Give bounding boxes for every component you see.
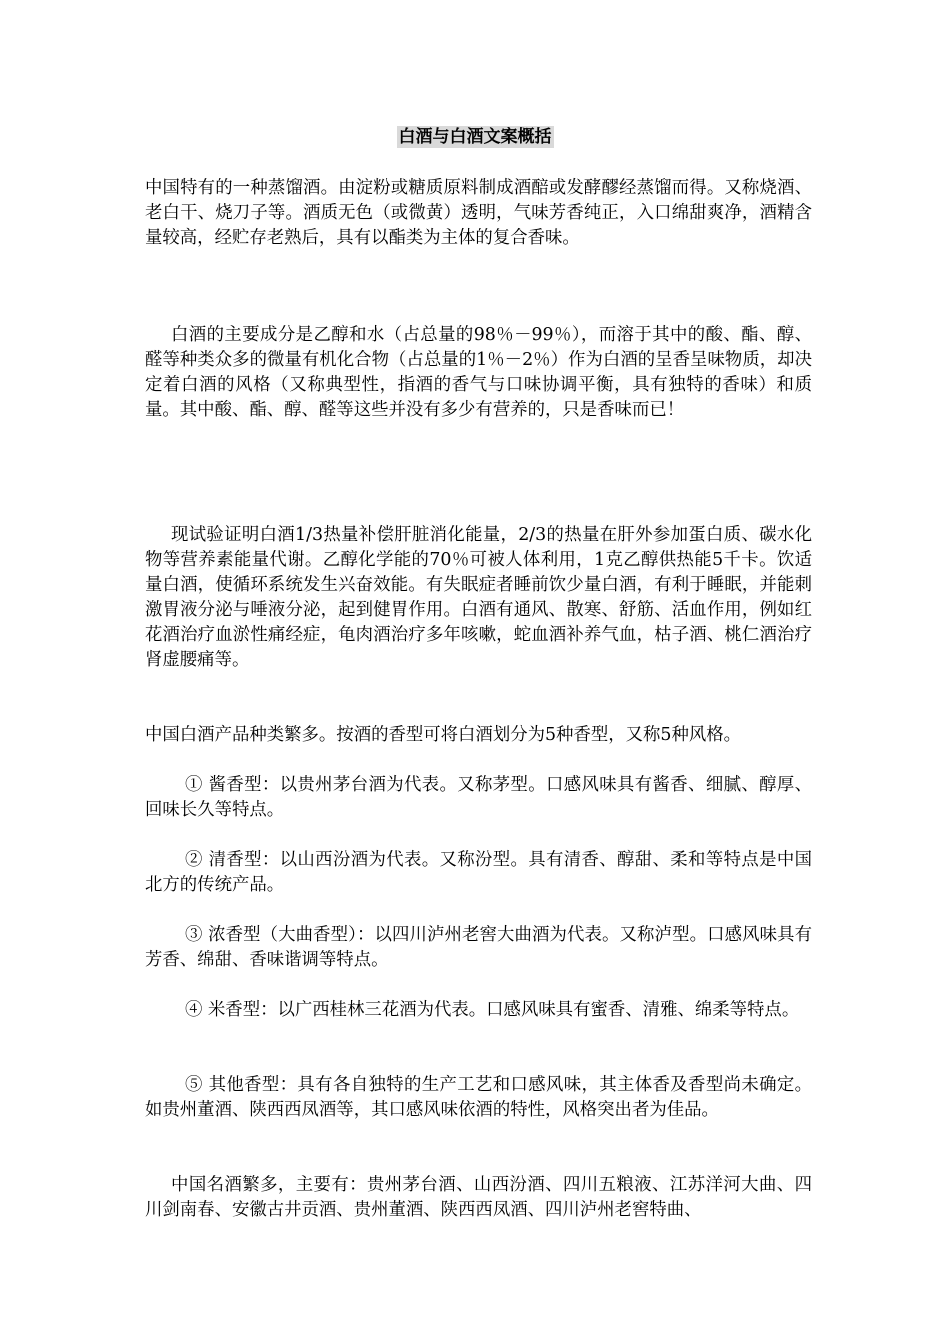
list-item-type-1: ① 酱香型：以贵州茅台酒为代表。又称茅型。口感风味具有酱香、细腻、醇厚、回味长久等特点。: [145, 775, 812, 820]
title-container: [0, 126, 950, 148]
paragraph-intro: 中国特有的一种蒸馏酒。由淀粉或糖质原料制成酒醅或发酵醪经蒸馏而得。又称烧酒、老白干、烧刀子等。酒质无色（或微黄）透明，气味芳香纯正，入口绵甜爽净，酒精含量较高，经贮存老熟后，具有以酯类为主体的复合香味。: [145, 178, 812, 248]
list-item-type-3: ③ 浓香型（大曲香型）：以四川泸州老窖大曲酒为代表。又称泸型。口感风味具有芳香、绵甜、香味谐调等特点。: [145, 925, 812, 970]
document-title: 白酒与白酒文案概括: [398, 127, 552, 147]
paragraph-types-intro: 中国白酒产品种类繁多。按酒的香型可将白酒划分为5种香型，又称5种风格。: [145, 725, 742, 745]
paragraph-composition: 白酒的主要成分是乙醇和水（占总量的98％－99％），而溶于其中的酸、酯、醇、醛等种类众多的微量有机化合物（占总量的1％－2％）作为白酒的呈香呈味物质，却决定着白酒的风格（又称典型性，指酒的香气与口味协调平衡，具有独特的香味）和质量。其中酸、酯、醇、醛等这些并没有多少有营养的，只是香味而已！: [145, 325, 812, 420]
paragraph-health: 现试验证明白酒1/3热量补偿肝脏消化能量，2/3的热量在肝外参加蛋白质、碳水化物等营养素能量代谢。乙醇化学能的70％可被人体利用，1克乙醇供热能5千卡。饮适量白酒，使循环系统发生兴奋效能。有失眠症者睡前饮少量白酒，有利于睡眠，并能刺激胃液分泌与唾液分泌，起到健胃作用。白酒有通风、散寒、舒筋、活血作用，例如红花酒治疗血淤性痛经症，龟肉酒治疗多年咳嗽，蛇血酒补养气血，枯子酒、桃仁酒治疗肾虚腰痛等。: [145, 525, 812, 670]
list-item-type-4: ④ 米香型：以广西桂林三花酒为代表。口感风味具有蜜香、清雅、绵柔等特点。: [185, 1000, 800, 1020]
list-item-type-2: ② 清香型：以山西汾酒为代表。又称汾型。具有清香、醇甜、柔和等特点是中国北方的传统产品。: [145, 850, 812, 895]
paragraph-famous: 中国名酒繁多，主要有：贵州茅台酒、山西汾酒、四川五粮液、江苏洋河大曲、四川剑南春、安徽古井贡酒、贵州董酒、陕西西凤酒、四川泸州老窖特曲、: [145, 1175, 812, 1220]
list-item-type-5: ⑤ 其他香型：具有各自独特的生产工艺和口感风味，其主体香及香型尚未确定。如贵州董酒、陕西西凤酒等，其口感风味依酒的特性，风格突出者为佳品。: [145, 1075, 812, 1120]
